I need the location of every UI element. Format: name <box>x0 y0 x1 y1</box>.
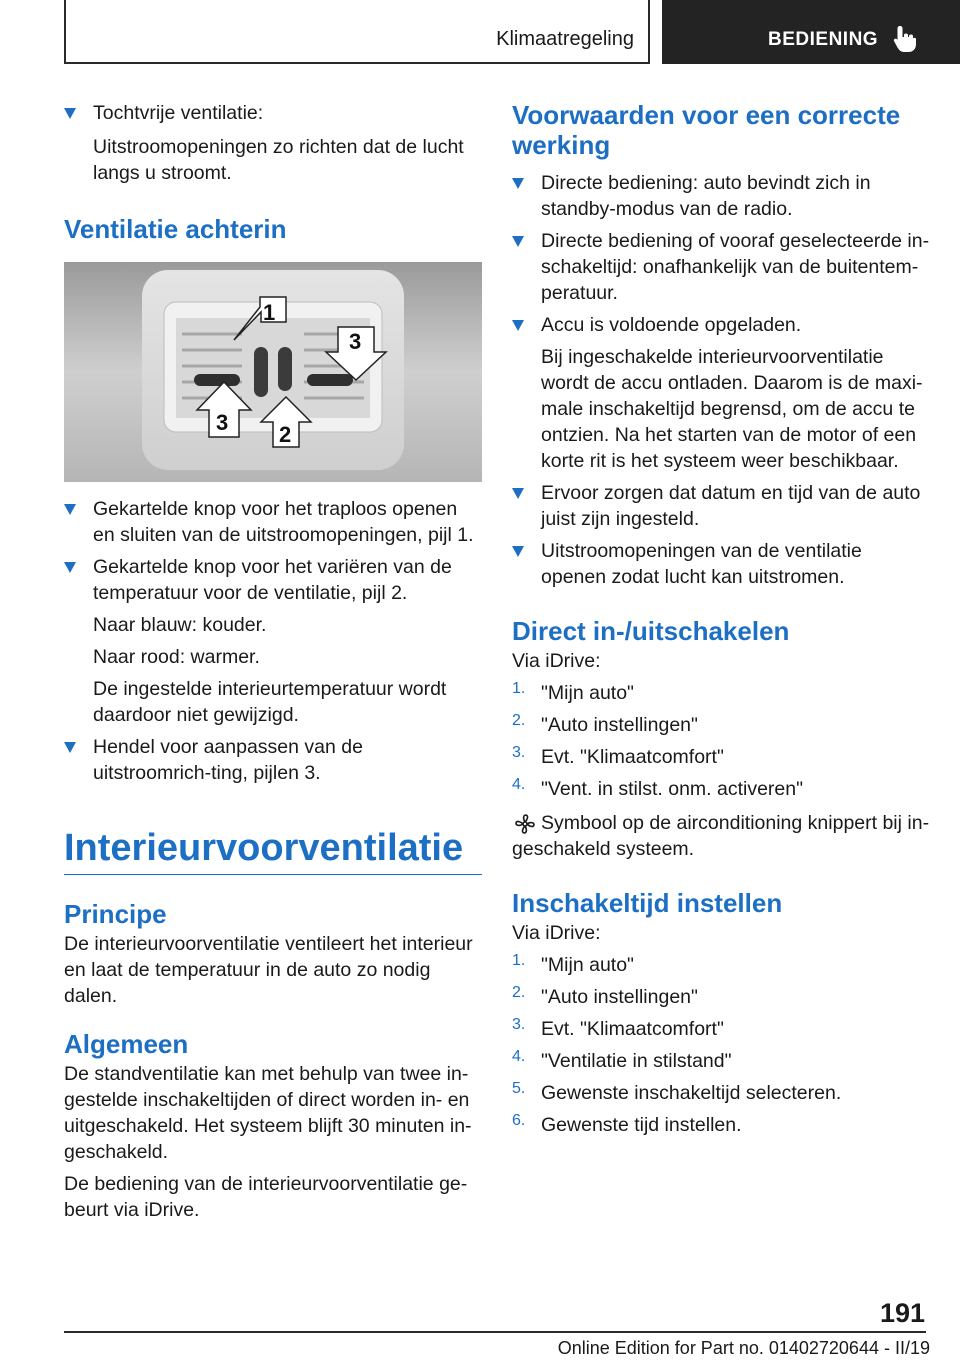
bullet-knop-temperatuur <box>64 554 482 606</box>
temp-warm-note: Naar rood: warmer. <box>93 646 260 668</box>
bullet-voorwaarde-3 <box>512 312 932 338</box>
list-item <box>512 1080 932 1106</box>
bullet-text: Hendel voor aanpassen van de uitstroomrich‐ting, pijlen 3. <box>93 736 363 784</box>
heading-inschakeltijd: Inschakeltijd instellen <box>512 888 783 918</box>
bullet-text: Ervoor zorgen dat datum en tijd van de auto juist zijn ingesteld. <box>541 482 921 530</box>
bullet-triangle-icon <box>512 178 524 189</box>
callout-label-1: 1 <box>263 300 276 325</box>
step-text: "Auto instellingen" <box>541 714 698 736</box>
list-item <box>512 776 932 802</box>
bullet-triangle-icon <box>64 504 76 515</box>
temp-cold-note: Naar blauw: kouder. <box>93 614 267 636</box>
steps-inschakeltijd <box>512 952 932 1138</box>
bullet-voorwaarde-2 <box>512 228 932 306</box>
list-item <box>512 1112 932 1138</box>
step-text: Gewenste tijd instellen. <box>541 1114 742 1136</box>
bullet-text: Gekartelde knop voor het traploos openen en sluiten van de uitstroomopeningen, pijl 1. <box>93 498 474 546</box>
bullet-triangle-icon <box>512 236 524 247</box>
header-section-title: Klimaatregeling <box>496 28 634 50</box>
bullet-voorwaarde-5 <box>512 538 932 590</box>
rear-vent-photo <box>64 262 482 482</box>
callout-label-3-right: 3 <box>349 329 362 354</box>
step-number: 2. <box>512 712 526 729</box>
bullet-voorwaarde-1 <box>512 170 932 222</box>
bullet-tochtvrij <box>64 100 482 126</box>
list-item <box>512 680 932 706</box>
heading-algemeen: Algemeen <box>64 1029 189 1059</box>
bullet-knop-openen <box>64 496 482 548</box>
via-idrive-1: Via iDrive: <box>512 650 601 672</box>
hand-pointer-icon <box>892 24 920 54</box>
bullet-body: Uitstroomopeningen zo richten dat de lucht langs u stroomt. <box>93 136 464 184</box>
steps-direct <box>512 680 932 802</box>
step-number: 5. <box>512 1080 526 1097</box>
step-number: 4. <box>512 1048 526 1065</box>
header-chapter-title: BEDIENING <box>768 29 879 50</box>
step-number: 3. <box>512 744 526 761</box>
step-text: "Mijn auto" <box>541 682 634 704</box>
bullet-triangle-icon <box>64 742 76 753</box>
left-column <box>64 100 482 1223</box>
step-text: "Mijn auto" <box>541 954 634 976</box>
callout-label-2: 2 <box>279 422 292 447</box>
step-text: "Auto instellingen" <box>541 986 698 1008</box>
footer-rule <box>64 1331 926 1333</box>
list-item <box>512 952 932 978</box>
fan-icon <box>514 813 536 835</box>
step-number: 6. <box>512 1112 526 1129</box>
algemeen-text-2: De bediening van de interieurvoorventilatie ge‐beurt via iDrive. <box>64 1173 468 1221</box>
algemeen-text-1: De standventilatie kan met behulp van twee in‐gestelde inschakeltijden of direct worden in- en uitgeschakeld. Het systeem blijft 30 minuten in‐geschakeld. <box>64 1063 472 1163</box>
heading-ventilatie-achterin: Ventilatie achterin <box>64 214 287 244</box>
callout-label-3-left: 3 <box>216 410 229 435</box>
bullet-hendel <box>64 734 482 786</box>
bullet-triangle-icon <box>512 546 524 557</box>
via-idrive-2: Via iDrive: <box>512 922 601 944</box>
accu-note: Bij ingeschakelde interieurvoorventilatie wordt de accu ontladen. Daarom is de maxi‐male inschakeltijd begrensd, om de accu te ontzien. Na het starten van de motor of een korte rit is het systeem weer beschikbaar. <box>541 346 923 472</box>
chapter-heading: Interieurvoorventilatie <box>64 827 464 869</box>
temp-note: De ingestelde interieurtemperatuur wordt daardoor niet gewijzigd. <box>93 678 447 726</box>
step-text: Evt. "Klimaatcomfort" <box>541 746 724 768</box>
bullet-triangle-icon <box>64 108 76 119</box>
bullet-text: Directe bediening of vooraf geselecteerde in‐schakeltijd: onafhankelijk van de buitentem‐peratuur. <box>541 230 930 304</box>
bullet-text: Directe bediening: auto bevindt zich in standby-modus van de radio. <box>541 172 871 220</box>
list-item <box>512 744 932 770</box>
page-number: 191 <box>879 1298 925 1328</box>
step-number: 4. <box>512 776 526 793</box>
step-text: Evt. "Klimaatcomfort" <box>541 1018 724 1040</box>
list-item <box>512 984 932 1010</box>
step-number: 1. <box>512 680 526 697</box>
step-number: 1. <box>512 952 526 969</box>
step-text: "Vent. in stilst. onm. activeren" <box>541 778 804 800</box>
bullet-text: Uitstroomopeningen van de ventilatie openen zodat lucht kan uitstromen. <box>541 540 862 588</box>
bullet-triangle-icon <box>512 320 524 331</box>
header-chapter-box <box>662 0 960 64</box>
bullet-triangle-icon <box>64 562 76 573</box>
step-text: "Ventilatie in stilstand" <box>541 1050 732 1072</box>
heading-principe: Principe <box>64 899 167 929</box>
chapter-heading-rule <box>64 874 482 875</box>
step-text: Gewenste inschakeltijd selecteren. <box>541 1082 842 1104</box>
list-item <box>512 712 932 738</box>
symbol-note-block <box>512 810 932 862</box>
step-number: 2. <box>512 984 526 1001</box>
footer-edition: Online Edition for Part no. 01402720644 - II/19 <box>557 1338 930 1358</box>
right-column <box>512 100 932 1138</box>
list-item <box>512 1048 932 1074</box>
header-section-box <box>64 0 650 64</box>
heading-direct: Direct in-/uitschakelen <box>512 616 790 646</box>
bullet-voorwaarde-4 <box>512 480 932 532</box>
symbol-note: Symbool op de airconditioning knippert bij in‐geschakeld systeem. <box>512 812 930 860</box>
bullet-triangle-icon <box>512 488 524 499</box>
step-number: 3. <box>512 1016 526 1033</box>
bullet-title: Tochtvrije ventilatie: <box>93 102 264 124</box>
rear-vent-illustration <box>64 262 482 482</box>
bullet-text: Gekartelde knop voor het variëren van de temperatuur voor de ventilatie, pijl 2. <box>93 556 452 604</box>
list-item <box>512 1016 932 1042</box>
heading-voorwaarden: Voorwaarden voor een correcte werking <box>512 100 901 160</box>
principe-text: De interieurvoorventilatie ventileert het interieur en laat de temperatuur in de auto zo nodig dalen. <box>64 933 473 1007</box>
bullet-text: Accu is voldoende opgeladen. <box>541 314 802 336</box>
